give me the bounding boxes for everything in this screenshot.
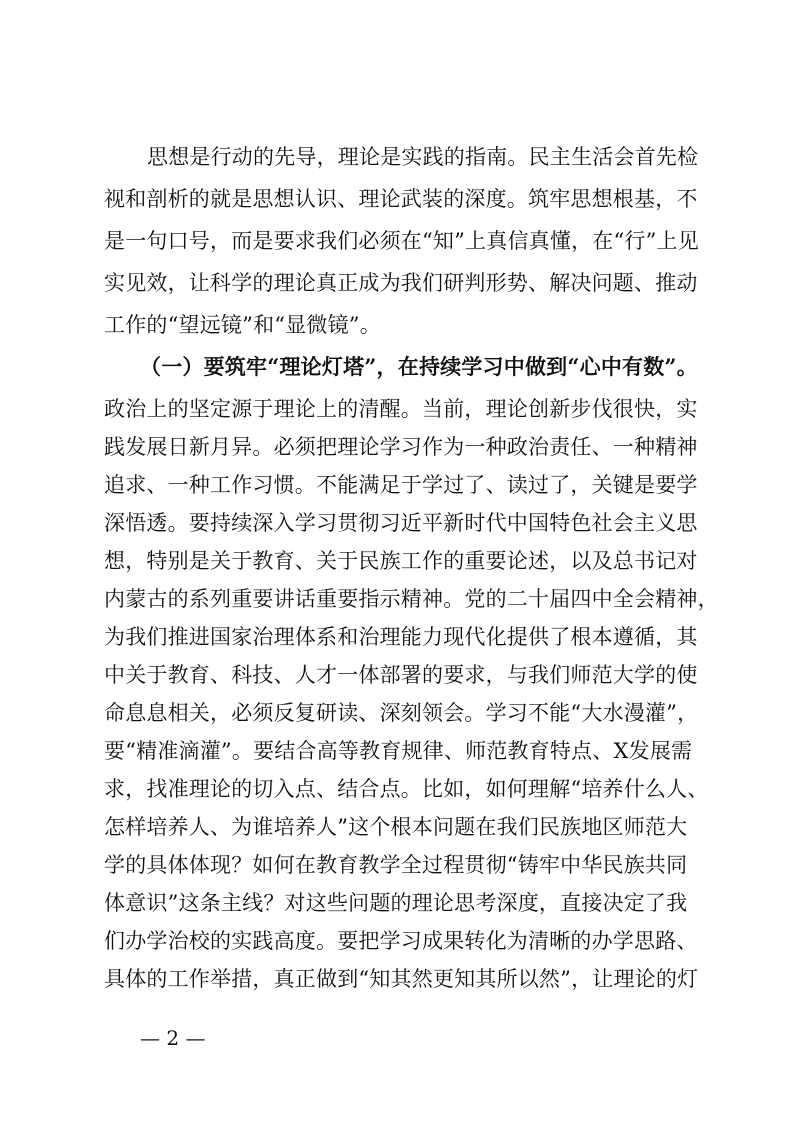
paragraph-1-line-1: 思想是行动的先导，理论是实践的指南。民主生活会首先检 bbox=[147, 145, 699, 169]
section-heading: （一）要筑牢“理论灯塔”，在持续学习中做到“心中有数”。 bbox=[140, 354, 698, 379]
paragraph-2-line-4: 深悟透。要持续深入学习贯彻习近平新时代中国特色社会主义思 bbox=[104, 511, 698, 535]
page-number: — 2 — bbox=[140, 1026, 206, 1050]
paragraph-1-line-5: 工作的“望远镜”和“显微镜”。 bbox=[104, 313, 381, 337]
paragraph-2-line-5: 想，特别是关于教育、关于民族工作的重要论述，以及总书记对 bbox=[104, 549, 698, 573]
paragraph-2-line-3: 追求、一种工作习惯。不能满足于学过了、读过了，关键是要学 bbox=[104, 473, 698, 497]
paragraph-2-line-10: 要“精准滴灌”。要结合高等教育规律、师范教育特点、X发展需 bbox=[104, 739, 693, 763]
paragraph-2-line-16: 具体的工作举措，真正做到“知其然更知其所以然”，让理论的灯 bbox=[104, 967, 699, 991]
paragraph-2-line-6: 内蒙古的系列重要讲话重要指示精神。党的二十届四中全会精神， bbox=[104, 587, 719, 611]
paragraph-2-line-2: 践发展日新月异。必须把理论学习作为一种政治责任、一种精神 bbox=[104, 435, 698, 459]
paragraph-2-line-12: 怎样培养人、为谁培养人”这个根本问题在我们民族地区师范大 bbox=[104, 815, 688, 839]
paragraph-2-line-14: 体意识”这条主线？对这些问题的理论思考深度，直接决定了我 bbox=[104, 891, 688, 915]
paragraph-2-line-15: 们办学治校的实践高度。要把学习成果转化为清晰的办学思路、 bbox=[104, 929, 698, 953]
paragraph-2-line-13: 学的具体体现？如何在教育教学全过程贯彻“铸牢中华民族共同 bbox=[104, 853, 688, 877]
paragraph-1-line-3: 是一句口号，而是要求我们必须在“知”上真信真懂，在“行”上见 bbox=[104, 229, 699, 253]
paragraph-1-line-4: 实见效，让科学的理论真正成为我们研判形势、解决问题、推动 bbox=[104, 271, 698, 295]
paragraph-2-line-1: 政治上的坚定源于理论上的清醒。当前，理论创新步伐很快，实 bbox=[104, 397, 698, 421]
paragraph-2-line-8: 中关于教育、科技、人才一体部署的要求，与我们师范大学的使 bbox=[104, 663, 698, 687]
paragraph-2-line-9: 命息息相关，必须反复研读、深刻领会。学习不能“大水漫灌”， bbox=[104, 701, 699, 725]
paragraph-2-line-11: 求，找准理论的切入点、结合点。比如，如何理解“培养什么人、 bbox=[104, 777, 709, 801]
paragraph-2-line-7: 为我们推进国家治理体系和治理能力现代化提供了根本遵循，其 bbox=[104, 625, 698, 649]
paragraph-1-line-2: 视和剖析的就是思想认识、理论武装的深度。筑牢思想根基，不 bbox=[104, 187, 698, 211]
